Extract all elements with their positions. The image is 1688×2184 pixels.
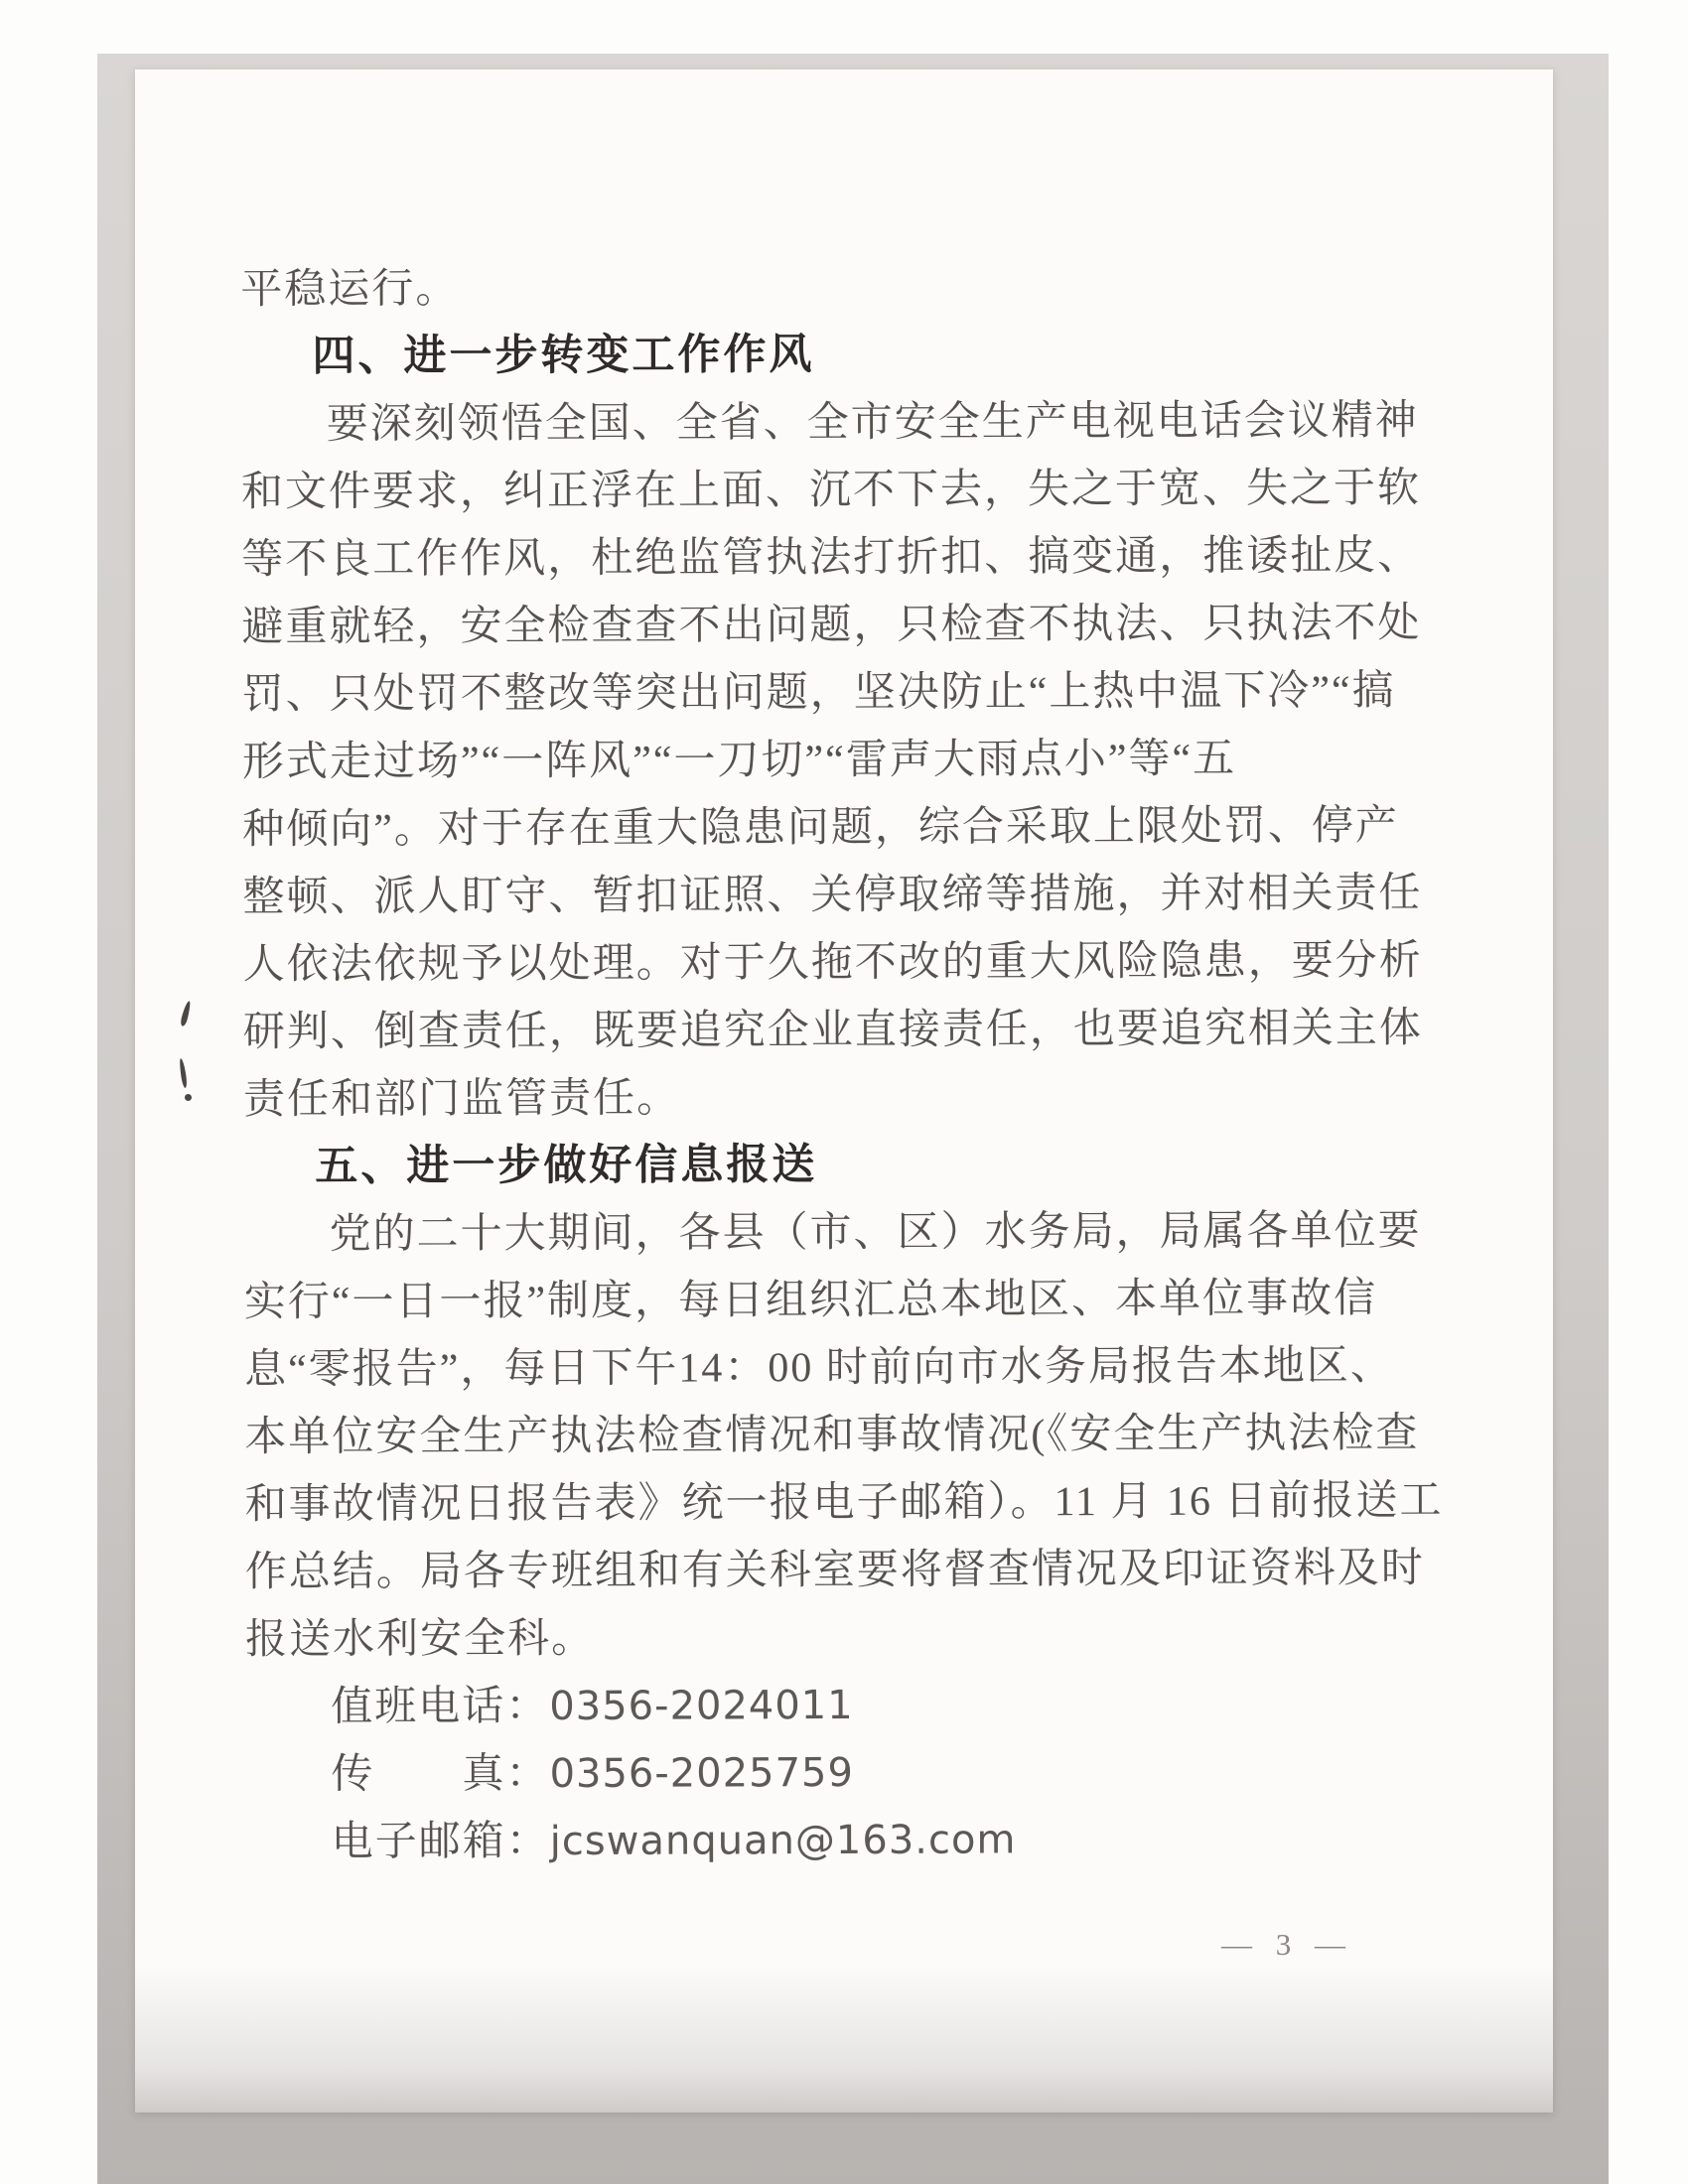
paragraph-line: 整顿、派人盯守、暂扣证照、关停取缔等措施，并对相关责任 — [242, 870, 1423, 921]
contact-label: 传 真 — [331, 1751, 506, 1798]
paragraph-line: 避重就轻，安全检查查不出问题，只检查不执法、只执法不处 — [241, 600, 1422, 651]
paragraph-line: 报送水利安全科。 — [244, 1615, 596, 1664]
contact-label: 电子邮箱 — [331, 1819, 506, 1865]
carryover-line: 平稳运行。 — [240, 266, 460, 314]
paragraph-line: 等不良工作作风，杜绝监管执法打折扣、搞变通，推诿扯皮、 — [241, 532, 1422, 584]
paragraph-line: 要深刻领悟全国、全省、全市安全生产电视电话会议精神 — [326, 397, 1419, 448]
contact-value: 0356-2024011 — [549, 1682, 854, 1730]
contact-separator: ： — [505, 1819, 550, 1865]
contact-info — [245, 1670, 1453, 1876]
document-body — [240, 252, 1453, 1876]
paragraph-line: 种倾向”。对于存在重大隐患问题，综合采取上限处罚、停产 — [242, 803, 1399, 854]
contact-value: 0356-2025759 — [549, 1749, 854, 1798]
contact-label: 值班电话 — [331, 1684, 506, 1730]
contact-line — [245, 1670, 1452, 1741]
paragraph-line: 人依法依规予以处理。对于久拖不改的重大风险隐患，要分析 — [242, 937, 1423, 989]
contact-value: jcswanquan@163.com — [549, 1817, 1017, 1865]
section-5-paragraph — [243, 1197, 1452, 1674]
paragraph-line: 罚、只处罚不整改等突出问题，坚决防止“上热中温下冷”“搞 — [241, 668, 1396, 719]
paragraph-line: 本单位安全生产执法检查情况和事故情况(《安全生产执法检查 — [244, 1410, 1420, 1461]
paper-bottom-shadow — [135, 1964, 1553, 2113]
paragraph-line: 息“零报告”，每日下午14：00 时前向市水务局报告本地区、 — [243, 1343, 1394, 1394]
paragraph-line: 作总结。局各专班组和有关科室要将督查情况及印证资料及时 — [244, 1545, 1425, 1596]
contact-line — [245, 1737, 1452, 1809]
page-number: — 3 — — [1221, 1927, 1353, 1962]
contact-separator: ： — [505, 1751, 550, 1798]
ink-mark — [185, 1094, 192, 1101]
paragraph-line: 责任和部门监管责任。 — [243, 1075, 681, 1124]
paragraph-line: 和事故情况日报告表》统一报电子邮箱）。11 月 16 日前报送工 — [244, 1477, 1444, 1529]
section-4-paragraph — [241, 387, 1451, 1134]
section-4-heading: 四、进一步转变工作作风 — [312, 332, 815, 380]
paragraph-line: 实行“一日一报”制度，每日组织汇总本地区、本单位事故信 — [243, 1276, 1378, 1326]
paragraph-line: 研判、倒查责任，既要追究企业直接责任，也要追究相关主体 — [242, 1005, 1423, 1056]
paragraph-line: 形式走过场”“一阵风”“一刀切”“雷声大雨点小”等“五 — [241, 736, 1237, 786]
contact-separator: ： — [505, 1684, 550, 1730]
contact-line — [246, 1805, 1453, 1876]
paragraph-line: 和文件要求，纠正浮在上面、沉不下去，失之于宽、失之于软 — [240, 465, 1422, 516]
section-5-heading: 五、进一步做好信息报送 — [315, 1142, 818, 1190]
paragraph-line: 党的二十大期间，各县（市、区）水务局，局属各单位要 — [329, 1207, 1422, 1258]
